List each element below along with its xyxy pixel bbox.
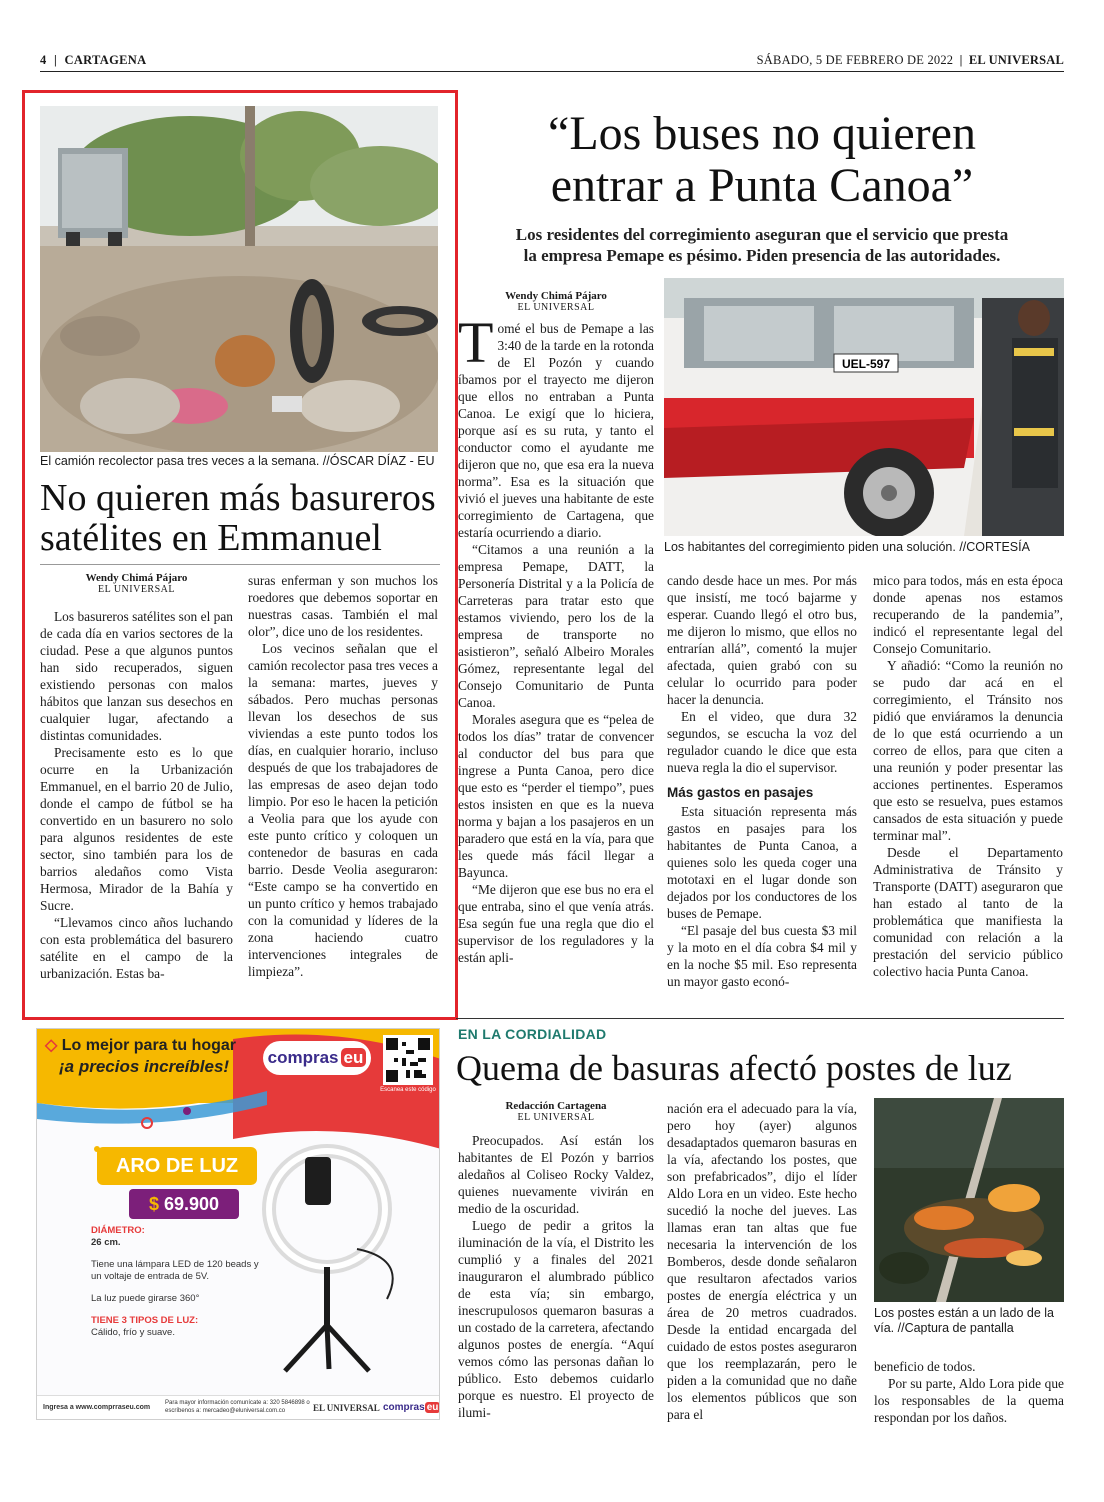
section-name: CARTAGENA [64,53,147,67]
lead-paragraph [458,310,654,541]
left-byline-org: EL UNIVERSAL [97,584,175,595]
main-title-line-1: “Los buses no quieren [548,107,976,160]
main-deck-line-1: Los residentes del corregimiento aseguran que el servicio que presta [515,225,1009,244]
paragraph: nación era el adecuado para la vía, pero hoy (ayer) algunos desadaptados quemaron basuras en la vía, afectando los postes, que son prefabricados”, dijo el líder Aldo Lora en un video. Este hecho sucedió la noche del jueves. Las llamas eran tan altas que fue necesaria la intervención de los Bomberos, desde donde señalaron que resultaron afectados varios postes de energía eléctrica y un área de 20 metros cuadrados. Desde la entidad encargada del cuidado de estos postes aseguraron que los reemplazarán, pero le piden a la comunidad que no dañe los elementos públicos que son para el [667,1101,857,1422]
qr-caption: Escanea este código [380,1087,436,1093]
section-divider [456,1018,1064,1019]
paragraph: Luego de pedir a gritos la iluminación de la vía, el Distrito les cumplió y a finales del 2021 inauguraron el alumbrado público de esta vía; sin embargo, inescrupulosos quemaron basuras a un costado de la carretera, afectando algunos postes de energía. “Aquí vemos cómo las personas dañan lo público. Esto debemos cuidarlo porque es nuestro. El proyecto de ilumi- [458,1218,654,1420]
spec-led: Tiene una lámpara LED de 120 beads y un voltaje de entrada de 5V. [91,1259,259,1282]
page-header [40,52,1064,72]
left-article-col-2 [248,572,438,980]
spec-light-value: Cálido, frío y suave. [91,1327,175,1338]
bottom-article-title: Quema de basuras afectó postes de luz [456,1048,1012,1088]
paragraph: suras enferman y son muchos los roedores que debemos soportar en nuestras casas. También el mal olor”, dice uno de los residentes. [248,573,438,639]
left-title-line-2: satélites en Emmanuel [40,517,382,559]
main-title-line-2: entrar a Punta Canoa” [550,159,974,212]
paragraph: beneficio de todos. [874,1359,976,1374]
ad-brand-suffix: eu [341,1048,367,1067]
drop-cap: T [458,310,494,375]
bottom-photo-caption: Los postes están a un lado de la vía. //Captura de pantalla [874,1306,1054,1335]
spec-diameter-value: 26 cm. [91,1237,121,1248]
paragraph: mico para todos, más en esta época donde apenas nos estamos recuperando de la pandemia”, indicó el representante legal del Consejo Comunitario. [873,573,1063,656]
ad-footer-paper: EL UNIVERSAL [313,1403,380,1413]
left-title-rule [40,564,440,565]
spec-light-label: TIENE 3 TIPOS DE LUZ: [91,1315,199,1326]
left-photo-caption: El camión recolector pasa tres veces a la semana. //ÓSCAR DÍAZ - EU [40,454,435,468]
page-number: 4 [40,53,47,67]
paragraph: Desde el Departamento Administrativa de Tránsito y Transporte (DATT) aseguraron que han estado al tanto de la problemática que manifiesta la comunidad con relación a la prestación del servicio público colectivo hacia Punta Canoa. [873,845,1063,979]
ad-brand-logo[interactable] [263,1041,371,1075]
bus-photo [664,278,1064,536]
paragraph: Precisamente esto es lo que ocurre en la Urbanización Emmanuel, en el barrio 20 de Julio, donde el campo de fútbol se ha convertido en un basurero no solo para algunos residentes de este sector, sino también para los de barrios aledaños como Vista Hermosa, Mirador de la Bahía y Sucre. [40,745,233,913]
left-byline-name: Wendy Chimá Pájaro [85,572,188,584]
main-photo-caption: Los habitantes del corregimiento piden una solución. //CORTESÍA [664,540,1030,554]
ad-footer-web[interactable]: Ingresa a www.comprraseu.com [43,1404,151,1411]
fire-photo [874,1098,1064,1302]
ad-brand-text: compras [267,1048,339,1067]
bottom-byline-org: EL UNIVERSAL [517,1112,595,1123]
ad-footer-info: Para mayor información comunícate a: 320 5846898 o escríbenos a: mercadeo@eluniversal.com.co [165,1400,310,1414]
issue-date: SÁBADO, 5 DE FEBRERO DE 2022 [756,53,954,67]
ad-footer-brand-suffix: eu [426,1402,439,1413]
ad-footer [37,1395,440,1420]
paragraph: Por su parte, Aldo Lora pide que los responsables de la quema respondan por los daños. [874,1376,1064,1425]
spec-diameter-label: DIÁMETRO: [91,1225,145,1236]
paragraph: cando desde hace un mes. Por más que insistí, me tocó bajarme y esperar. Cuando llegó el otro bus, me dijeron lo mismo, que ellos no entrarían allá”, comentó la mujer afectada, quien grabó con su celular lo ocurrido para poder hacer la denuncia. [667,573,857,707]
paragraph: “El pasaje del bus cuesta $3 mil y la moto en el día cobra $4 mil y en la noche $5 mil. Eso representa un mayor gasto econó- [667,923,857,989]
paragraph: Los basureros satélites son el pan de cada día en varios sectores de la ciudad. Pese a que algunos puntos han sido recuperados, siguen existiendo personas con malos hábitos que lanzan sus desechos en cualquier lugar, afectando a distintas comunidades. [40,609,233,743]
diamond-icon: ◇ [45,1037,58,1054]
left-article-title [40,478,440,558]
main-article-col-2 [667,572,857,990]
paragraph: “Citamos a una reunión a la empresa Pemape, DATT, la Personería Distrital y a la Policía de Carreteras para tratar esto que estamos viviendo, pero los de la empresa de transporte no asistieron”, señaló Albeiro Morales Gómez, representante legal del Consejo Comunitario de Punta Canoa. [458,542,654,710]
main-byline-org: EL UNIVERSAL [517,302,595,313]
subheading: Más gastos en pasajes [667,785,814,800]
ad-product-name: ARO DE LUZ [97,1147,257,1185]
ad-headline-1-text: Lo mejor para tu hogar [61,1037,237,1054]
price-currency: $ [148,1194,159,1214]
paragraph: Y añadió: “Como la reunión no se pudo dar acá en el corregimiento, el Tránsito nos pidió que enviáramos la denuncia de lo que está ocurriendo a un correo de ellos, para que citen a una reunión y poder presentar las acciones pertinentes. Esperamos que esto se resuelva, pues estamos cansados de esta situación y puede terminar mal”. [873,658,1063,843]
left-title-line-1: No quieren más basureros [40,477,436,519]
paragraph: Los vecinos señalan que el camión recolector pasa tres veces a la semana: martes, jueves y sábados. Pero muchas personas llevan los desechos de sus viviendas a este punto todos los días, en cualquier horario, incluso después de que los trabajadores de las empresas de aseo dejan todo limpio. Por eso le hacen la petición a Veolia para que los ayude con este punto crítico y coloquen un contenedor de basuras en cada barrio. Desde Veolia aseguraron: “Este campo se ha convertido en un punto crítico y hemos trabajado con la comunidad y líderes de la zona haciendo cuatro intervenciones integrales de limpieza”. [248,641,438,979]
left-article-col-1 [40,572,233,982]
main-article-col-3 [873,572,1063,980]
bottom-article-col-2 [667,1100,857,1423]
bottom-kicker: EN LA CORDIALIDAD [458,1026,607,1042]
paragraph: “Me dijeron que ese bus no era el que entraba, sino el que venía atrás. Esa según fue una regla que dio el supervisor de los reguladores y la están apli- [458,882,654,965]
bottom-byline [458,1100,654,1124]
paragraph: Esta situación representa más gastos en pasajes para los habitantes de Punta Canoa, a quienes solo les queda coger una mototaxi en el lugar donde son dejados por los conductores de los buses de Pemape. [667,804,857,921]
lead-text: omé el bus de Pemape a las 3:40 de la tarde en la rotonda de El Pozón y cuando íbamos por el trayecto me dijeron que ellos no entraban a Punta Canoa. Le exigí que lo hiciera, porque así es su ruta, y tanto el conductor como el ayudante me dijeron que no, que esa era la nueva norma”. Esa es la situación que vivió el jueves una habitante de este corregimiento de Cartagena, que estaría ocurriendo a diario. [458,321,654,540]
ad-footer-brand [383,1402,440,1413]
paragraph: En el video, que dura 32 segundos, se escucha la voz del regulador cuando le dice que esta nueva regla la dio el supervisor. [667,709,857,775]
main-article-title [460,108,1064,212]
bus-plate: UEL-597 [841,357,891,371]
qr-code-icon[interactable] [383,1035,433,1085]
paragraph: “Llevamos cinco años luchando con esta problemática del basurero satélite en el campo de la urbanización. Estas ba- [40,915,233,981]
bottom-byline-name: Redacción Cartagena [505,1100,607,1112]
ad-headline-2: ¡a precios increíbles! [59,1057,230,1076]
newspaper-name: EL UNIVERSAL [968,53,1064,67]
main-deck-line-2: la empresa Pemape es pésimo. Piden presencia de las autoridades. [523,246,1001,265]
advertisement[interactable] [36,1028,440,1420]
garbage-photo [40,106,438,452]
page-section: 4 | CARTAGENA [40,53,147,67]
price-value: 69.900 [163,1194,220,1214]
ad-footer-brand-text: compras [383,1402,425,1413]
main-article-deck [460,224,1064,266]
paragraph: Preocupados. Así están los habitantes de El Pozón y barrios aledaños al Coliseo Rocky Valdez, quienes nuevamente vivirán en medio de la oscuridad. [458,1133,654,1216]
ad-price-tag [129,1189,239,1219]
page-dateline: SÁBADO, 5 DE FEBRERO DE 2022 | EL UNIVERSAL [756,53,1064,67]
ad-headline-1 [45,1035,236,1055]
main-byline-name: Wendy Chimá Pájaro [505,290,607,302]
ad-specs [91,1225,267,1339]
left-byline [40,572,233,596]
ring-light-image [247,1139,417,1379]
bottom-article-col-3 [874,1358,1064,1426]
main-article-col-1 [458,290,654,966]
bottom-article-col-1 [458,1100,654,1421]
spec-rotation: La luz puede girarse 360° [91,1293,200,1304]
paragraph: Morales asegura que es “pelea de todos los días” tratar de convencer al conductor del bus para que ingrese a Punta Canoa, pero dice que esto es “perder el tiempo”, pues estos insisten en que es la nueva norma y bajan a los pasajeros en un paradero que está en la vía, para que les quede más fácil llegar a Bayunca. [458,712,654,880]
